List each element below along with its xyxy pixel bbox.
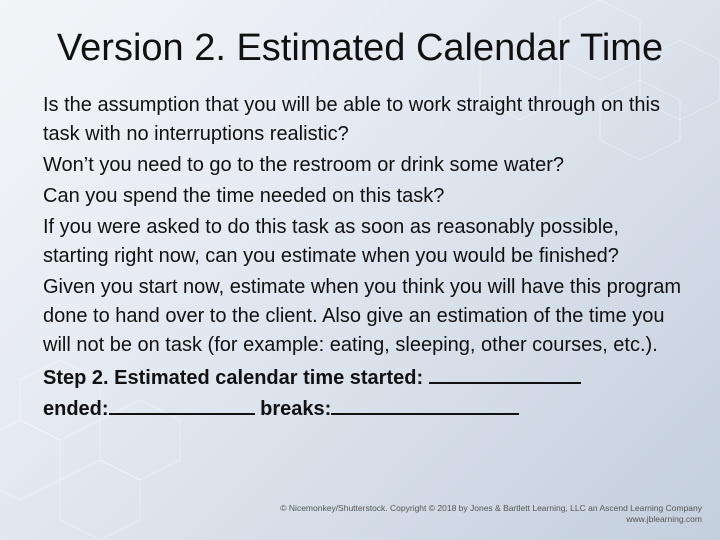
footer [280,503,702,525]
ended-blank [109,393,255,415]
paragraph-2: Won’t you need to go to the restroom or drink some water? [43,154,565,176]
paragraph-4: If you were asked to do this task as soon as reasonably possible, starting right now, can you estimate when you would be finished? [43,216,619,267]
slide-title: Version 2. Estimated Calendar Time [56,27,664,69]
step-2-line [43,362,683,424]
started-blank [429,362,581,384]
paragraph-3: Can you spend the time needed on this task? [43,185,445,207]
ended-label: ended: [43,398,109,420]
breaks-label: breaks: [260,398,332,420]
paragraph-5: Given you start now, estimate when you think you will have this program done to hand over to the client. Also give an estimation of the time you will not be on task (for example: eating, sleeping, other courses, etc.). [43,276,682,356]
step-2-started-label: Step 2. Estimated calendar time started: [43,367,424,389]
website-text: www.jblearning.com [626,514,702,524]
slide-body [43,91,683,426]
breaks-blank [331,393,519,415]
paragraph-1: Is the assumption that you will be able to work straight through on this task with no interruptions realistic? [43,94,661,145]
copyright-text: © Nicemonkey/Shutterstock. Copyright © 2018 by Jones & Bartlett Learning, LLC an Ascend Learning Company [280,503,702,513]
